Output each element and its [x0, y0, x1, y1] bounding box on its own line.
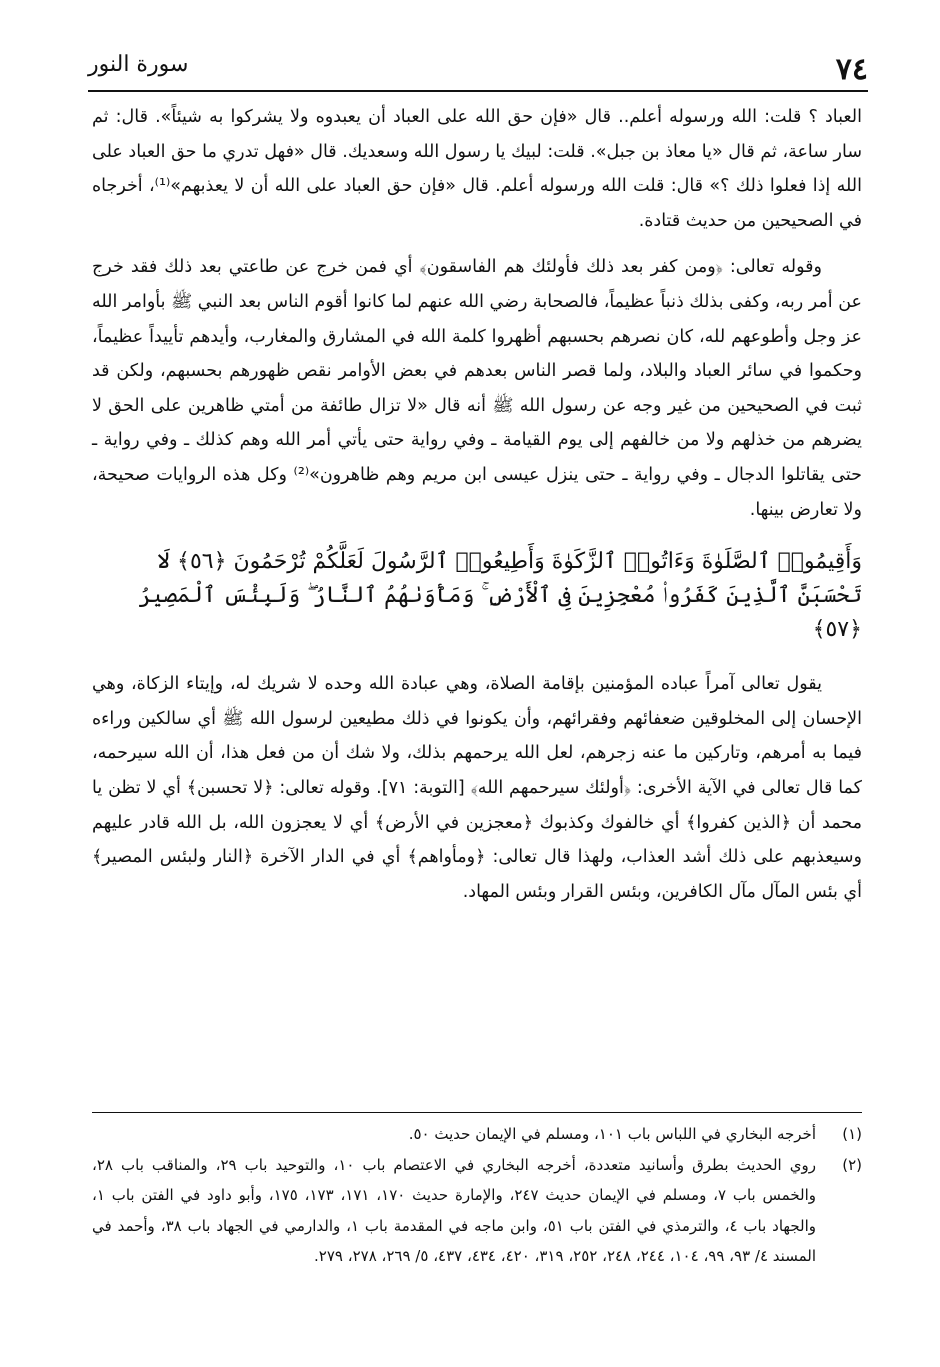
footnote-number: (٢) — [842, 1155, 862, 1174]
paragraph-commentary: وقوله تعالى: ﴿ومن كفر بعد ذلك فأولئك هم الفاسقون﴾ أي فمن خرج عن طاعتي بعد ذلك فقد خرج عن أمر ربه، وكفى بذلك ذنباً عظيماً، فالصحابة رضي الله عنهم لما كانوا أقوم الناس بعد النبي ﷺ بأوامر الله عز وجل وأطوعهم لله، كان نصرهم بحسبهم أظهروا كلمة الله في المشارق والمغارب، وأيدهم تأييداً عظيماً، وحكموا في سائر العباد والبلاد، ولما قصر الناس بعدهم في بعض الأوامر نقص ظهورهم بحسبهم، ولكن قد ثبت في الصحيحين من غير وجه عن رسول الله ﷺ أنه قال «لا تزال طائفة من أمتي ظاهرين على الحق لا يضرهم من خذلهم ولا من خالفهم إلى يوم القيامة ـ وفي رواية حتى يأتي أمر الله وهم كذلك ـ وفي رواية ـ حتى يقاتلوا الدجال ـ وفي رواية ـ حتى ينزل عيسى ابن مريم وهم ظاهرون»⁽²⁾ وكل هذه الروايات صحيحة، ولا تعارض بينها. — [92, 257, 862, 520]
running-head: سورة النور — [88, 52, 189, 77]
quran-verse: وَأَقِيمُوا۟ ٱلصَّلَوٰةَ وَءَاتُوا۟ ٱلزَّكَوٰةَ وَأَطِيعُوا۟ ٱلرَّسُولَ لَعَلَّكُمْ تُرْحَمُونَ ﴿٥٦﴾ لَا تَحْسَبَنَّ ٱلَّذِينَ كَفَرُوا۟ مُعْجِزِينَ فِى ٱلْأَرْضِ ۚ وَمَأْوَىٰهُمُ ٱلنَّارُ ۖ وَلَبِئْسَ ٱلْمَصِيرُ ﴿٥٧﴾ — [138, 549, 862, 643]
page-number: ٧٤ — [835, 52, 868, 87]
footnote-text: أخرجه البخاري في اللباس باب ١٠١، ومسلم في الإيمان حديث ٥٠. — [408, 1125, 816, 1143]
paragraph-hadith-continuation: العباد ؟ قلت: الله ورسوله أعلم.. قال «فإن حق الله على العباد أن يعبدوه ولا يشركوا به شيئاً». قال: ثم سار ساعة، ثم قال «يا معاذ بن جبل». قلت: لبيك يا رسول الله وسعديك. قال «فهل تدري ما حق العباد على الله إذا فعلوا ذلك ؟» قال: قلت الله ورسوله أعلم. قال «فإن حق العباد على الله أن لا يعذبهم»⁽¹⁾، أخرجاه في الصحيحين من حديث قتادة. — [92, 107, 862, 231]
footnote-number: (١) — [842, 1125, 862, 1143]
paragraph-tafsir: يقول تعالى آمراً عباده المؤمنين بإقامة الصلاة، وهي عبادة الله وحده لا شريك له، وإيتاء الزكاة، وهي الإحسان إلى المخلوقين ضعفائهم وفقرائهم، وأن يكونوا في ذلك مطيعين لرسول الله ﷺ أي سالكين وراءه فيما به أمرهم، وتاركين ما عنه زجرهم، لعل الله يرحمهم بذلك، ولا شك أن من فعل هذا، أن الله سيرحمه، كما قال تعالى في الآية الأخرى: ﴿أولئك سيرحمهم الله﴾ [التوبة: ٧١]. وقوله تعالى: ﴿لا تحسبن﴾ أي لا تظن يا محمد أن ﴿الذين كفروا﴾ أي خالفوك وكذبوك ﴿معجزين في الأرض﴾ أي لا يعجزون الله، بل الله قادر عليهم وسيعذبهم على ذلك أشد العذاب، ولهذا قال تعالى: ﴿ومأواهم﴾ أي في الدار الآخرة ﴿النار ولبئس المصير﴾ أي بئس المآل مآل الكافرين، وبئس القرار وبئس المهاد. — [92, 674, 862, 902]
footnotes — [92, 1112, 862, 1272]
footnote-text: روي الحديث بطرق وأسانيد متعددة، أخرجه البخاري في الاعتصام باب ١٠، والتوحيد باب ٢٩، والمناقب باب ٢٨، والخمس باب ٧، ومسلم في الإيمان حديث ٢٤٧، والإمارة حديث ١٧٠، ١٧١، ١٧٣، ١٧٥، وأبو داود في الفتن باب ١، والجهاد باب ٤، والترمذي في الفتن باب ٥١، وابن ماجه في المقدمة باب ١، والدارمي في الجهاد باب ٣٨، وأحمد في المسند ٤/ ٩٣، ٩٩، ١٠٤، ٢٤٤، ٢٤٨، ٢٥٢، ٣١٩، ٤٢٠، ٤٣٤، ٤٣٧، ٥/ ٢٦٩، ٢٧٨، ٢٧٩. — [92, 1155, 817, 1265]
footnote — [92, 1119, 862, 1150]
header-rule — [88, 90, 868, 92]
main-text — [92, 100, 862, 909]
page-header — [88, 40, 868, 92]
footnote — [92, 1150, 862, 1272]
